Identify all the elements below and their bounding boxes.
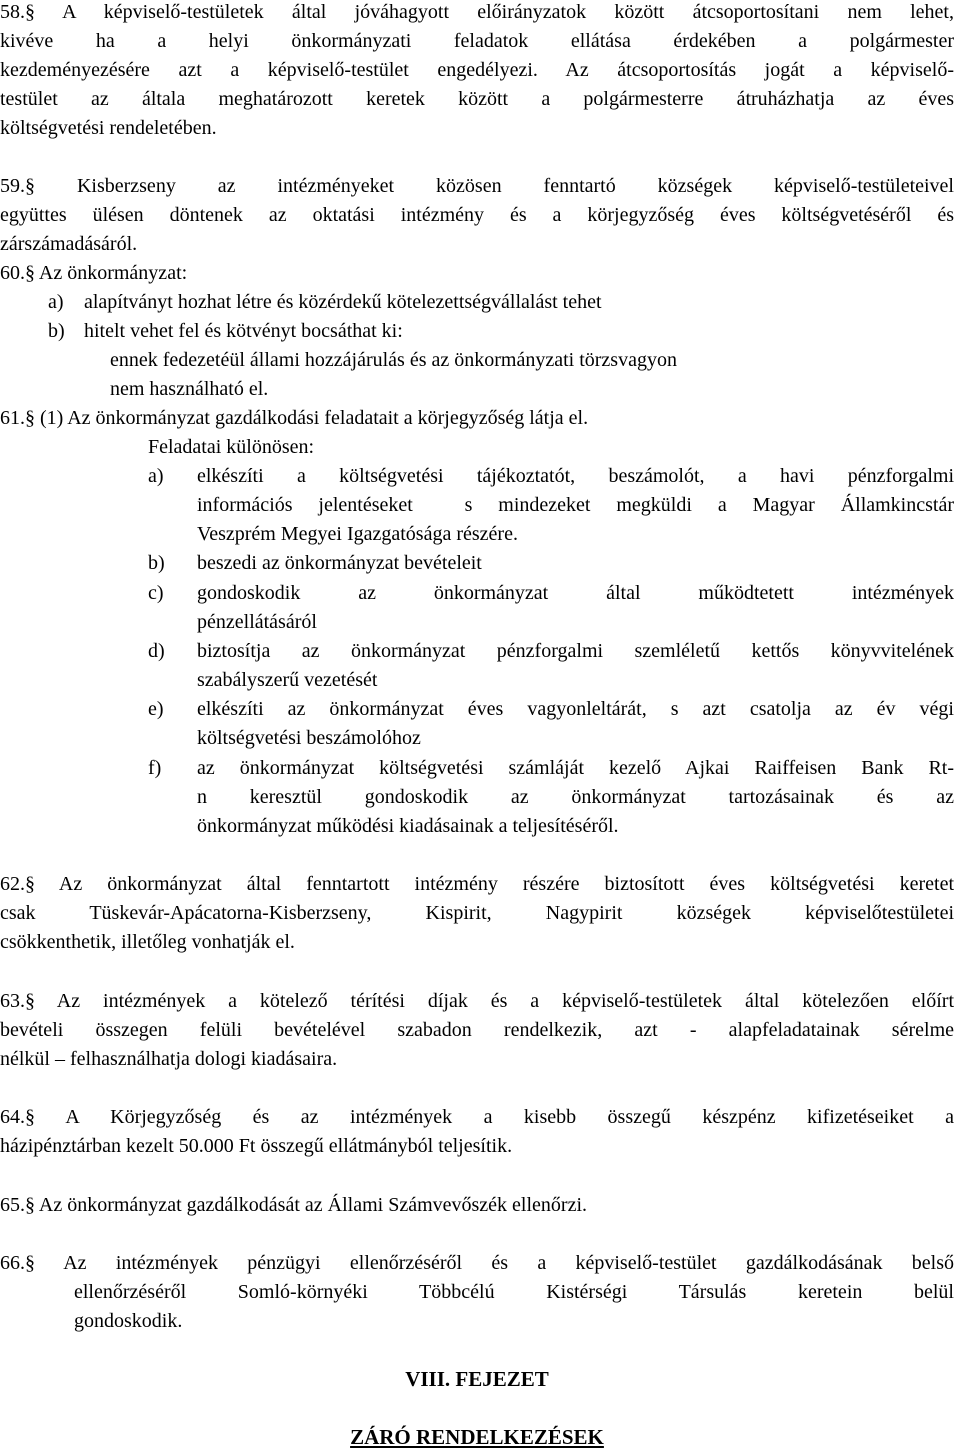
text-line: együttes ülésen döntenek az oktatási intézmény és a körjegyzőség éves költségvetéséről és: [0, 204, 954, 226]
text-line: nem használható el.: [110, 378, 269, 400]
text-line: elkészíti a költségvetési tájékoztatót, beszámolót, a havi pénzforgalmi: [197, 465, 954, 487]
text-line: bevételi összegen felüli bevételével szabadon rendelkezik, azt - alapfeladatainak sérelme: [0, 1019, 954, 1041]
text-line: elkészíti az önkormányzat éves vagyonleltárát, s azt csatolja az év végi: [197, 698, 954, 720]
text-line: n keresztül gondoskodik az önkormányzat tartozásainak és az: [197, 786, 954, 808]
list-label: c): [148, 582, 164, 604]
text-line: zárszámadásáról.: [0, 233, 138, 255]
list-label: b): [148, 552, 165, 574]
text-line: nélkül – felhasználhatja dologi kiadásaira.: [0, 1048, 338, 1070]
list-label: f): [148, 757, 162, 779]
chapter-heading: VIII. FEJEZET: [405, 1367, 549, 1391]
text-line: csökkenthetik, illetőleg vonhatják el.: [0, 931, 295, 953]
text-line: Feladatai különösen:: [148, 436, 315, 458]
text-line: költségvetési rendeletében.: [0, 117, 217, 139]
text-line: hitelt vehet fel és kötvényt bocsáthat ki:: [84, 320, 403, 342]
text-line: 63.§ Az intézmények a kötelező térítési díjak és a képviselő-testületek által kötelezően előírt: [0, 990, 954, 1012]
text-line: 59.§ Kisberzseny az intézményeket közösen fenntartó községek képviselő-testületeivel: [0, 175, 954, 197]
text-line: kezdeményezésére azt a képviselő-testület engedélyezi. Az átcsoportosítás jogát a képviselő-: [0, 59, 954, 81]
text-line: gondoskodik az önkormányzat által működtetett intézmények: [197, 582, 954, 604]
text-line: 66.§ Az intézmények pénzügyi ellenőrzéséről és a képviselő-testület gazdálkodásának belső: [0, 1252, 954, 1274]
text-line: költségvetési beszámolóhoz: [197, 727, 421, 749]
text-line: Veszprém Megyei Igazgatósága részére.: [197, 523, 518, 545]
text-line: az önkormányzat költségvetési számláját kezelő Ajkai Raiffeisen Bank Rt-: [197, 757, 954, 779]
text-line: kivéve ha a helyi önkormányzati feladatok ellátása érdekében a polgármester: [0, 30, 954, 52]
section-title: [0, 1422, 954, 1452]
list-label: b): [48, 320, 65, 342]
text-line: házipénztárban kezelt 50.000 Ft összegű ellátmányból teljesítik.: [0, 1135, 513, 1157]
list-label: e): [148, 698, 164, 720]
text-line: 58.§ A képviselő-testületek által jóváhagyott előirányzatok között átcsoportosítani nem lehet,: [0, 1, 954, 23]
text-line: önkormányzat működési kiadásainak a teljesítéséről.: [197, 815, 619, 837]
text-line: 61.§ (1) Az önkormányzat gazdálkodási feladatait a körjegyzőség látja el.: [0, 407, 589, 429]
text-line: testület az általa meghatározott keretek között a polgármesterre átruházhatja az éves: [0, 88, 954, 110]
text-line: 62.§ Az önkormányzat által fenntartott intézmény részére biztosított éves költségvetési keretet: [0, 873, 954, 895]
text-line: információs jelentéseket s mindezeket megküldi a Magyar Államkincstár: [197, 494, 954, 516]
text-line: pénzellátásáról: [197, 611, 317, 633]
section-title-text: ZÁRÓ RENDELKEZÉSEK: [350, 1425, 604, 1449]
text-line: csak Tüskevár-Apácatorna-Kisberzseny, Kispirit, Nagypirit községek képviselőtestületei: [0, 902, 954, 924]
list-label: d): [148, 640, 165, 662]
text-line: ellenőrzéséről Somló-környéki Többcélú Kistérségi Társulás keretein belül: [74, 1281, 954, 1303]
text-line: 60.§ Az önkormányzat:: [0, 262, 188, 284]
text-line: biztosítja az önkormányzat pénzforgalmi szemléletű kettős könyvvitelének: [197, 640, 954, 662]
text-line: ennek fedezetéül állami hozzájárulás és az önkormányzati törzsvagyon: [110, 349, 677, 371]
list-label: a): [148, 465, 164, 487]
text-line: alapítványt hozhat létre és közérdekű kötelezettségvállalást tehet: [84, 291, 602, 313]
text-line: gondoskodik.: [74, 1310, 183, 1332]
list-label: a): [48, 291, 64, 313]
text-line: 64.§ A Körjegyzőség és az intézmények a kisebb összegű készpénz kifizetéseiket a: [0, 1106, 954, 1128]
text-line: beszedi az önkormányzat bevételeit: [197, 552, 482, 574]
text-line: 65.§ Az önkormányzat gazdálkodását az Állami Számvevőszék ellenőrzi.: [0, 1194, 588, 1216]
text-line: szabályszerű vezetését: [197, 669, 378, 691]
